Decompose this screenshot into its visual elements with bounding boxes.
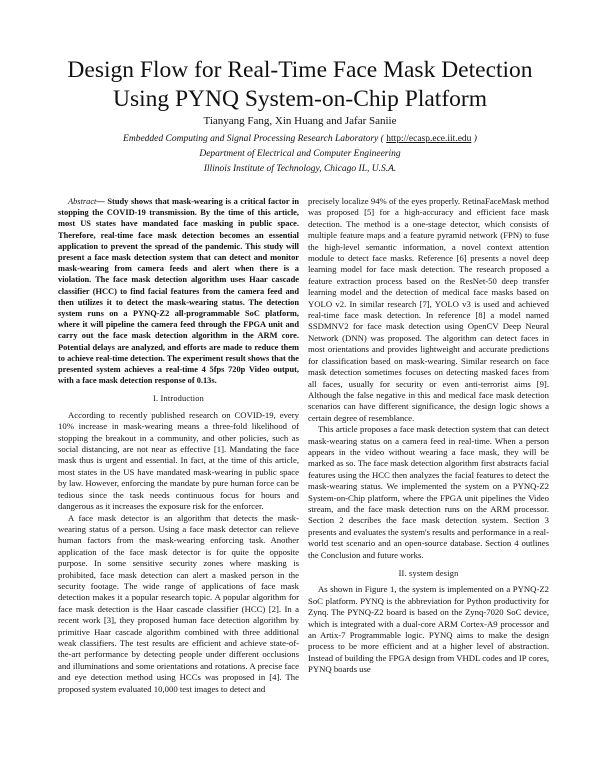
paper-title xyxy=(40,56,560,114)
intro-paragraph-1: According to recently published research on COVID-19, every 10% increase in mask-wearing means a three-fold likelihood of stopping the breakout in a community, and other policies, such as social distancing, are not near as effective [1]. Mandating the face mask thus is urgent and essential. In fact, at the time of this article, most states in the US have mandated mask-wearing in public space by law. However, enforcing the mandate by pure human force can be tedious since the task needs continuous focus for hours and dangerous as it increases the exposure risk for the enforcer. xyxy=(58,409,299,512)
right-column xyxy=(308,196,549,676)
section-heading-system-design: II. system design xyxy=(398,569,459,578)
abstract-label: Abstract xyxy=(68,197,97,206)
design-paragraph-1: As shown in Figure 1, the system is implemented on a PYNQ-Z2 SoC platform. PYNQ is the abbreviation for Python productivity for Zynq. The PYNQ-Z2 board is based on the Zynq-7020 SoC device, which is integrated with a dual-core ARM Cortex-A9 processor and an Artix-7 Programmable logic. PYNQ aims to make the design process to be more efficient and at a higher level of abstraction. Instead of building the FPGA design from VHDL codes and IP cores, PYNQ boards use xyxy=(308,584,549,675)
section-heading-introduction: I. Introduction xyxy=(153,394,204,404)
intro-paragraph-3: This article proposes a face mask detection system that can detect mask-wearing status on a camera feed in real-time. When a person appears in the video without wearing a face mask, they will be marked as so. The face mask detection algorithm first abstracts facial features using the HCC then analyzes the facial features to detect the mask-wearing status. We implemented the system on a PYNQ-Z2 System-on-Chip platform, where the FPGA unit pipelines the Video stream, and the face mask detection runs on the ARM processor. Section 2 describes the face mask detection system. Section 3 presents and evaluates the system's results and performance in a real-world test scenario and an open-source database. Section 4 outlines the Conclusion and future works. xyxy=(308,424,549,560)
affiliation-department: Department of Electrical and Computer Engineering xyxy=(199,149,401,159)
lab-url-link[interactable]: http://ecasp.ece.iit.edu xyxy=(386,134,472,144)
intro-paragraph-2: A face mask detector is an algorithm that detects the mask-wearing status of a person. Using a face mask detector can relieve human factors from the mask-wearing enforcing task. Another application of the face mask detector is for quite the opposite purpose. In some sensitive security zones where masking is prohibited, face mask detection can alert a masked person in the security footage. The wide range of applications of face mask detection makes it a popular research topic. A popular algorithm for face mask detection is the Haar cascade classifier (HCC) [2]. In a recent work [3], they proposed human face detection algorithm by primitive Haar cascade algorithm combined with three additional weak classifiers. The test results are efficient and achieve state-of-the-art performance by detecting people under different occlusions and illuminations and some orientations and rotations. A precise face and eye detection method using HCCs was proposed in [4]. The proposed system evaluated 10,000 test images to detect and xyxy=(58,512,299,694)
intro-paragraph-continued: precisely localize 94% of the eyes properly. RetinaFaceMask method was proposed [5] for a high-accuracy and efficient face mask detection. The method is a one-stage detector, which consists of multiple feature maps and a feature pyramid network (FPN) to fuse the high-level semantic information, a novel context attention module to detect face masks. Reference [6] presents a novel deep learning model for face mask detection. The research proposed a feature extraction process based on the ResNet-50 deep transfer learning model and the detection of medical face masks based on YOLO v2. In similar research [7], YOLO v3 is used and achieved real-time face mask detection. In reference [8] a model named SSDMNV2 for face mask detection using OpenCV Deep Neural Network (DNN) was proposed. The algorithm can detect faces in most orientations and provides lightweight and accurate predictions for classification based on mask-wearing. Similar research on face mask detection sometimes focuses on detecting masked faces from all faces, usually for security or even anti-terrorist aims [9]. Although the false negative in this and medical face mask detection scenarios can have different significance, the design logic shows a certain degree of resemblance. xyxy=(308,196,549,423)
left-column xyxy=(58,196,299,695)
title-line-2: Using PYNQ System-on-Chip Platform xyxy=(112,86,488,112)
lab-close: ) xyxy=(471,134,477,144)
affiliation-institute: Illinois Institute of Technology, Chicago IL, U.S.A. xyxy=(203,164,397,174)
lab-name: Embedded Computing and Signal Processing Research Laboratory ( xyxy=(123,134,387,144)
abstract xyxy=(58,196,299,386)
title-line-1: Design Flow for Real-Time Face Mask Detection xyxy=(67,57,533,83)
affiliation-lab xyxy=(40,133,560,145)
abstract-text: — Study shows that mask-wearing is a critical factor in stopping the COVID-19 transmission. By the time of this article, most US states have mandated face masking in public space. Therefore, real-time face mask detection becomes an essential application to prevent the spread of the pandemic. This study will present a face mask detection system that can detect and monitor mask-wearing from camera feeds and alert when there is a violation. The face mask detection algorithm uses Haar cascade classifier (HCC) to find facial features from the camera feed and then utilizes it to detect the mask-wearing status. The detection system runs on a PYNQ-Z2 all-programmable SoC platform, where it will pipeline the camera feed through the FPGA unit and carry out the face mask detection algorithm in the ARM core. Potential delays are analyzed, and efforts are made to reduce them to achieve real-time detection. The experiment result shows that the presented system achieves a real-time 4 5fps 720p Video output, with a face mask detection response of 0.13s. xyxy=(58,197,299,386)
author-list: Tianyang Fang, Xin Huang and Jafar Saniie xyxy=(203,115,397,127)
